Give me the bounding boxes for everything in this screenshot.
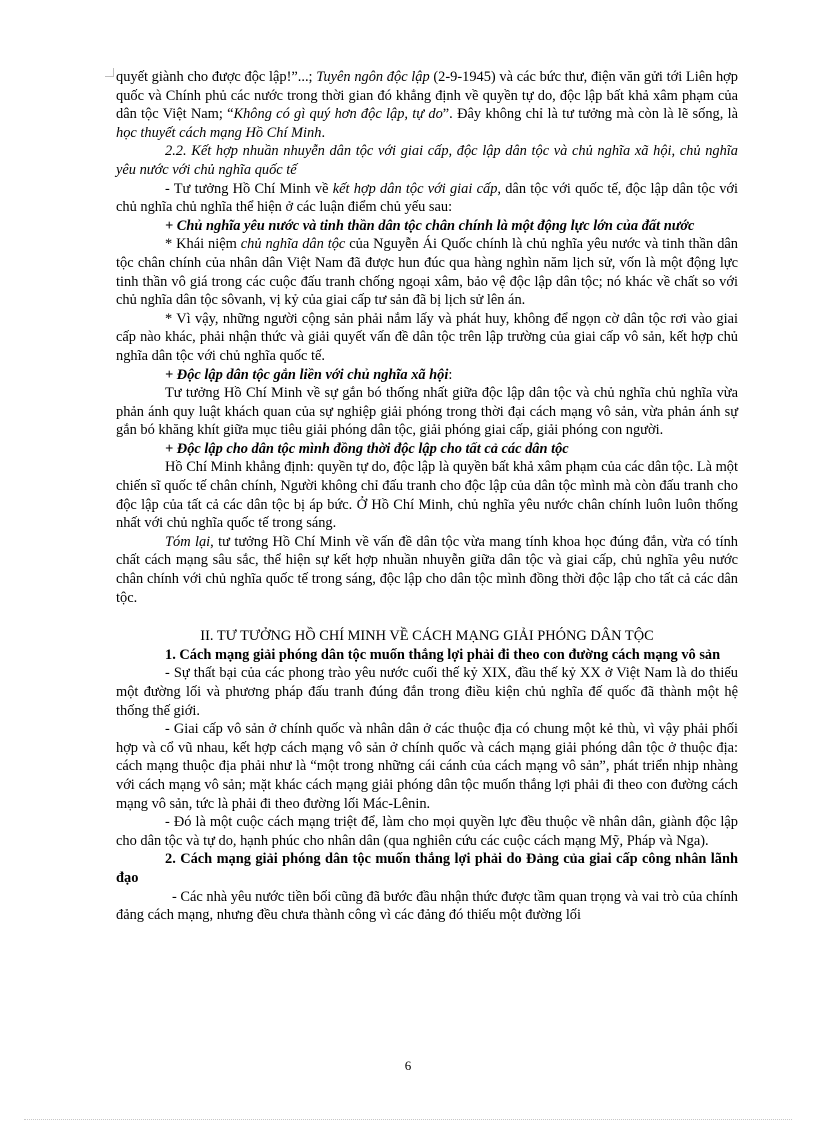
text-run: * Khái niệm: [165, 236, 241, 253]
paragraph: [116, 720, 738, 813]
paragraph: [116, 664, 738, 720]
text-run: Tư tưởng Hồ Chí Minh về sự gắn bó thống nhất giữa độc lập dân tộc và chủ nghĩa chủ nghĩa vừa phản ánh quy luật khách quan của sự nghiệp giải phóng trong thời đại cách mạng vô sản, vừa phản ánh sự gắn bó khăng khít giữa mục tiêu giải phóng dân tộc, giải phóng giai cấp, giải phóng con người.: [116, 385, 738, 439]
text-run: + Độc lập dân tộc gắn liền với chủ nghĩa xã hội: [165, 366, 449, 383]
page-bottom-border: [24, 1119, 792, 1120]
text-run: học thuyết cách mạng Hồ Chí Minh: [116, 124, 322, 141]
text-run: kết hợp dân tộc với giai cấp: [332, 180, 498, 197]
paragraph: [116, 533, 738, 607]
text-run: II. TƯ TƯỞNG HỒ CHÍ MINH VỀ CÁCH MẠNG GIẢI PHÓNG DÂN TỘC: [200, 628, 654, 645]
text-run: , tư tưởng Hồ Chí Minh về vấn đề dân tộc vừa mang tính khoa học đúng đắn, vừa có tính chất cách mạng sâu sắc, thể hiện sự kết hợp nhuần nhuyễn giữa dân tộc và giai cấp, chủ nghĩa yêu nước chân chính với chủ nghĩa quốc tế trong sáng, độc lập cho dân tộc mình đồng thời độc lập cho tất cả các dân tộc.: [116, 533, 738, 606]
paragraph: [116, 217, 738, 236]
paragraph: [116, 366, 738, 385]
text-run: + Chủ nghĩa yêu nước và tinh thần dân tộc chân chính là một động lực lớn của đất nước: [165, 217, 695, 234]
text-run: Tóm lại: [165, 533, 211, 550]
text-run: + Độc lập cho dân tộc mình đồng thời độc lập cho tất cả các dân tộc: [165, 440, 569, 457]
text-run: của Nguyễn Ái Quốc chính là chủ nghĩa yêu nước và tinh thần dân tộc chân chính của nhân dân Việt Nam đã được hun đúc qua hàng nghìn năm lịch sử, vốn là một động lực tinh thần vô giá trong các cuộc đấu tranh chống ngoại xâm, bảo vệ độc lập dân tộc; nó khác về chất so với chủ nghĩa dân tộc sôvanh, vị kỷ của giai cấp tư sản đã bị lịch sử lên án.: [116, 236, 738, 309]
text-run: :: [448, 366, 453, 383]
text-run: , dân tộc với quốc tế, độc lập dân tộc với chủ nghĩa chủ nghĩa thể hiện ở các luận điểm chủ yếu sau:: [116, 180, 739, 216]
paragraph: [116, 850, 738, 887]
paragraph: [116, 180, 738, 217]
text-run: - Giai cấp vô sản ở chính quốc và nhân dân ở các thuộc địa có chung một kẻ thù, vì vậy phải phối hợp và cổ vũ nhau, kết hợp cách mạng vô sản ở chính quốc và cách mạng giải phóng dân tộc ở thuộc địa: cách mạng thuộc địa phải như là “một trong những cái cánh của cách mạng vô sản”, phát triển nhịp nhàng với cách mạng vô sản; mặt khác cách mạng giải phóng dân tộc muốn thắng lợi phải đi theo con đường cách mạng vô sản, tức là phải đi theo đường lối Mác-Lênin.: [116, 721, 738, 812]
page-number: 6: [404, 1058, 412, 1073]
paragraph: [116, 384, 738, 440]
paragraph: [116, 888, 738, 925]
text-run: (2-9-1945) và các bức thư, điện văn gửi tới Liên hợp quốc và Chính phủ các nước trong thời gian đó khẳng định về quyền tự do, độc lập bất khả xâm phạm của dân tộc Việt Nam; “: [116, 69, 738, 123]
paragraph: [116, 310, 738, 366]
paragraph: [116, 68, 738, 142]
text-run: - Đó là một cuộc cách mạng triệt để, làm cho mọi quyền lực đều thuộc về nhân dân, giành độc lập cho dân tộc và tự do, hạnh phúc cho nhân dân (qua nghiên cứu các cuộc cách mạng Mỹ, Pháp và Nga).: [116, 814, 738, 849]
crop-mark: [105, 68, 114, 77]
paragraph: [116, 440, 738, 459]
text-run: Hồ Chí Minh khẳng định: quyền tự do, độc lập là quyền bất khả xâm phạm của các dân tộc. Là một chiến sĩ quốc tế chân chính, Người không chỉ đấu tranh cho độc lập của dân tộc mình mà còn đấu tranh cho độc lập của tất cả các dân tộc bị áp bức. Ở Hồ Chí Minh, chủ nghĩa yêu nước chân chính luôn luôn thống nhất với chủ nghĩa quốc tế trong sáng.: [116, 459, 738, 532]
text-run: quyết giành cho được độc lập!”...;: [116, 69, 317, 85]
text-run: 1. Cách mạng giải phóng dân tộc muốn thắng lợi phải đi theo con đường cách mạng vô sản: [165, 646, 721, 663]
text-run: 2. Cách mạng giải phóng dân tộc muốn thắng lợi phải do Đảng của giai cấp công nhân lãnh đạo: [116, 851, 738, 886]
text-run: Tuyên ngôn độc lập: [316, 69, 430, 85]
text-run: 2.2. Kết hợp nhuần nhuyễn dân tộc với giai cấp, độc lập dân tộc và chủ nghĩa xã hội, chủ nghĩa yêu nước với chủ nghĩa quốc tế: [116, 143, 738, 178]
text-run: chủ nghĩa dân tộc: [240, 236, 346, 253]
document-body: [116, 68, 738, 925]
text-run: - Sự thất bại của các phong trào yêu nước cuối thế kỷ XIX, đầu thế kỷ XX ở Việt Nam là do thiếu một đường lối và phương pháp đấu tranh đúng đắn trong điều kiện chủ nghĩa đế quốc đã thành một hệ thống thế giới.: [116, 665, 738, 719]
text-run: - Tư tưởng Hồ Chí Minh về: [165, 180, 333, 197]
text-run: .: [321, 124, 326, 141]
paragraph: [116, 142, 738, 179]
section-heading: [116, 627, 738, 646]
text-run: - Các nhà yêu nước tiền bối cũng đã bước đầu nhận thức được tầm quan trọng và vai trò của chính đảng cách mạng, nhưng đều chưa thành công vì các đảng đó thiếu một đường lối: [116, 888, 738, 924]
paragraph: [116, 646, 738, 665]
text-run: ”. Đây không chỉ là tư tưởng mà còn là lẽ sống, là: [442, 106, 738, 123]
paragraph: [116, 813, 738, 850]
paragraph: [116, 235, 738, 309]
text-run: * Vì vậy, những người cộng sản phải nắm lấy và phát huy, không để ngọn cờ dân tộc rơi vào giai cấp nào khác, phải nhận thức và giải quyết vấn đề dân tộc trên lập trường của giai cấp vô sản, kết hợp chủ nghĩa dân tộc với chủ nghĩa quốc tế.: [116, 310, 738, 364]
text-run: Không có gì quý hơn độc lập, tự do: [233, 106, 443, 123]
paragraph: [116, 458, 738, 532]
